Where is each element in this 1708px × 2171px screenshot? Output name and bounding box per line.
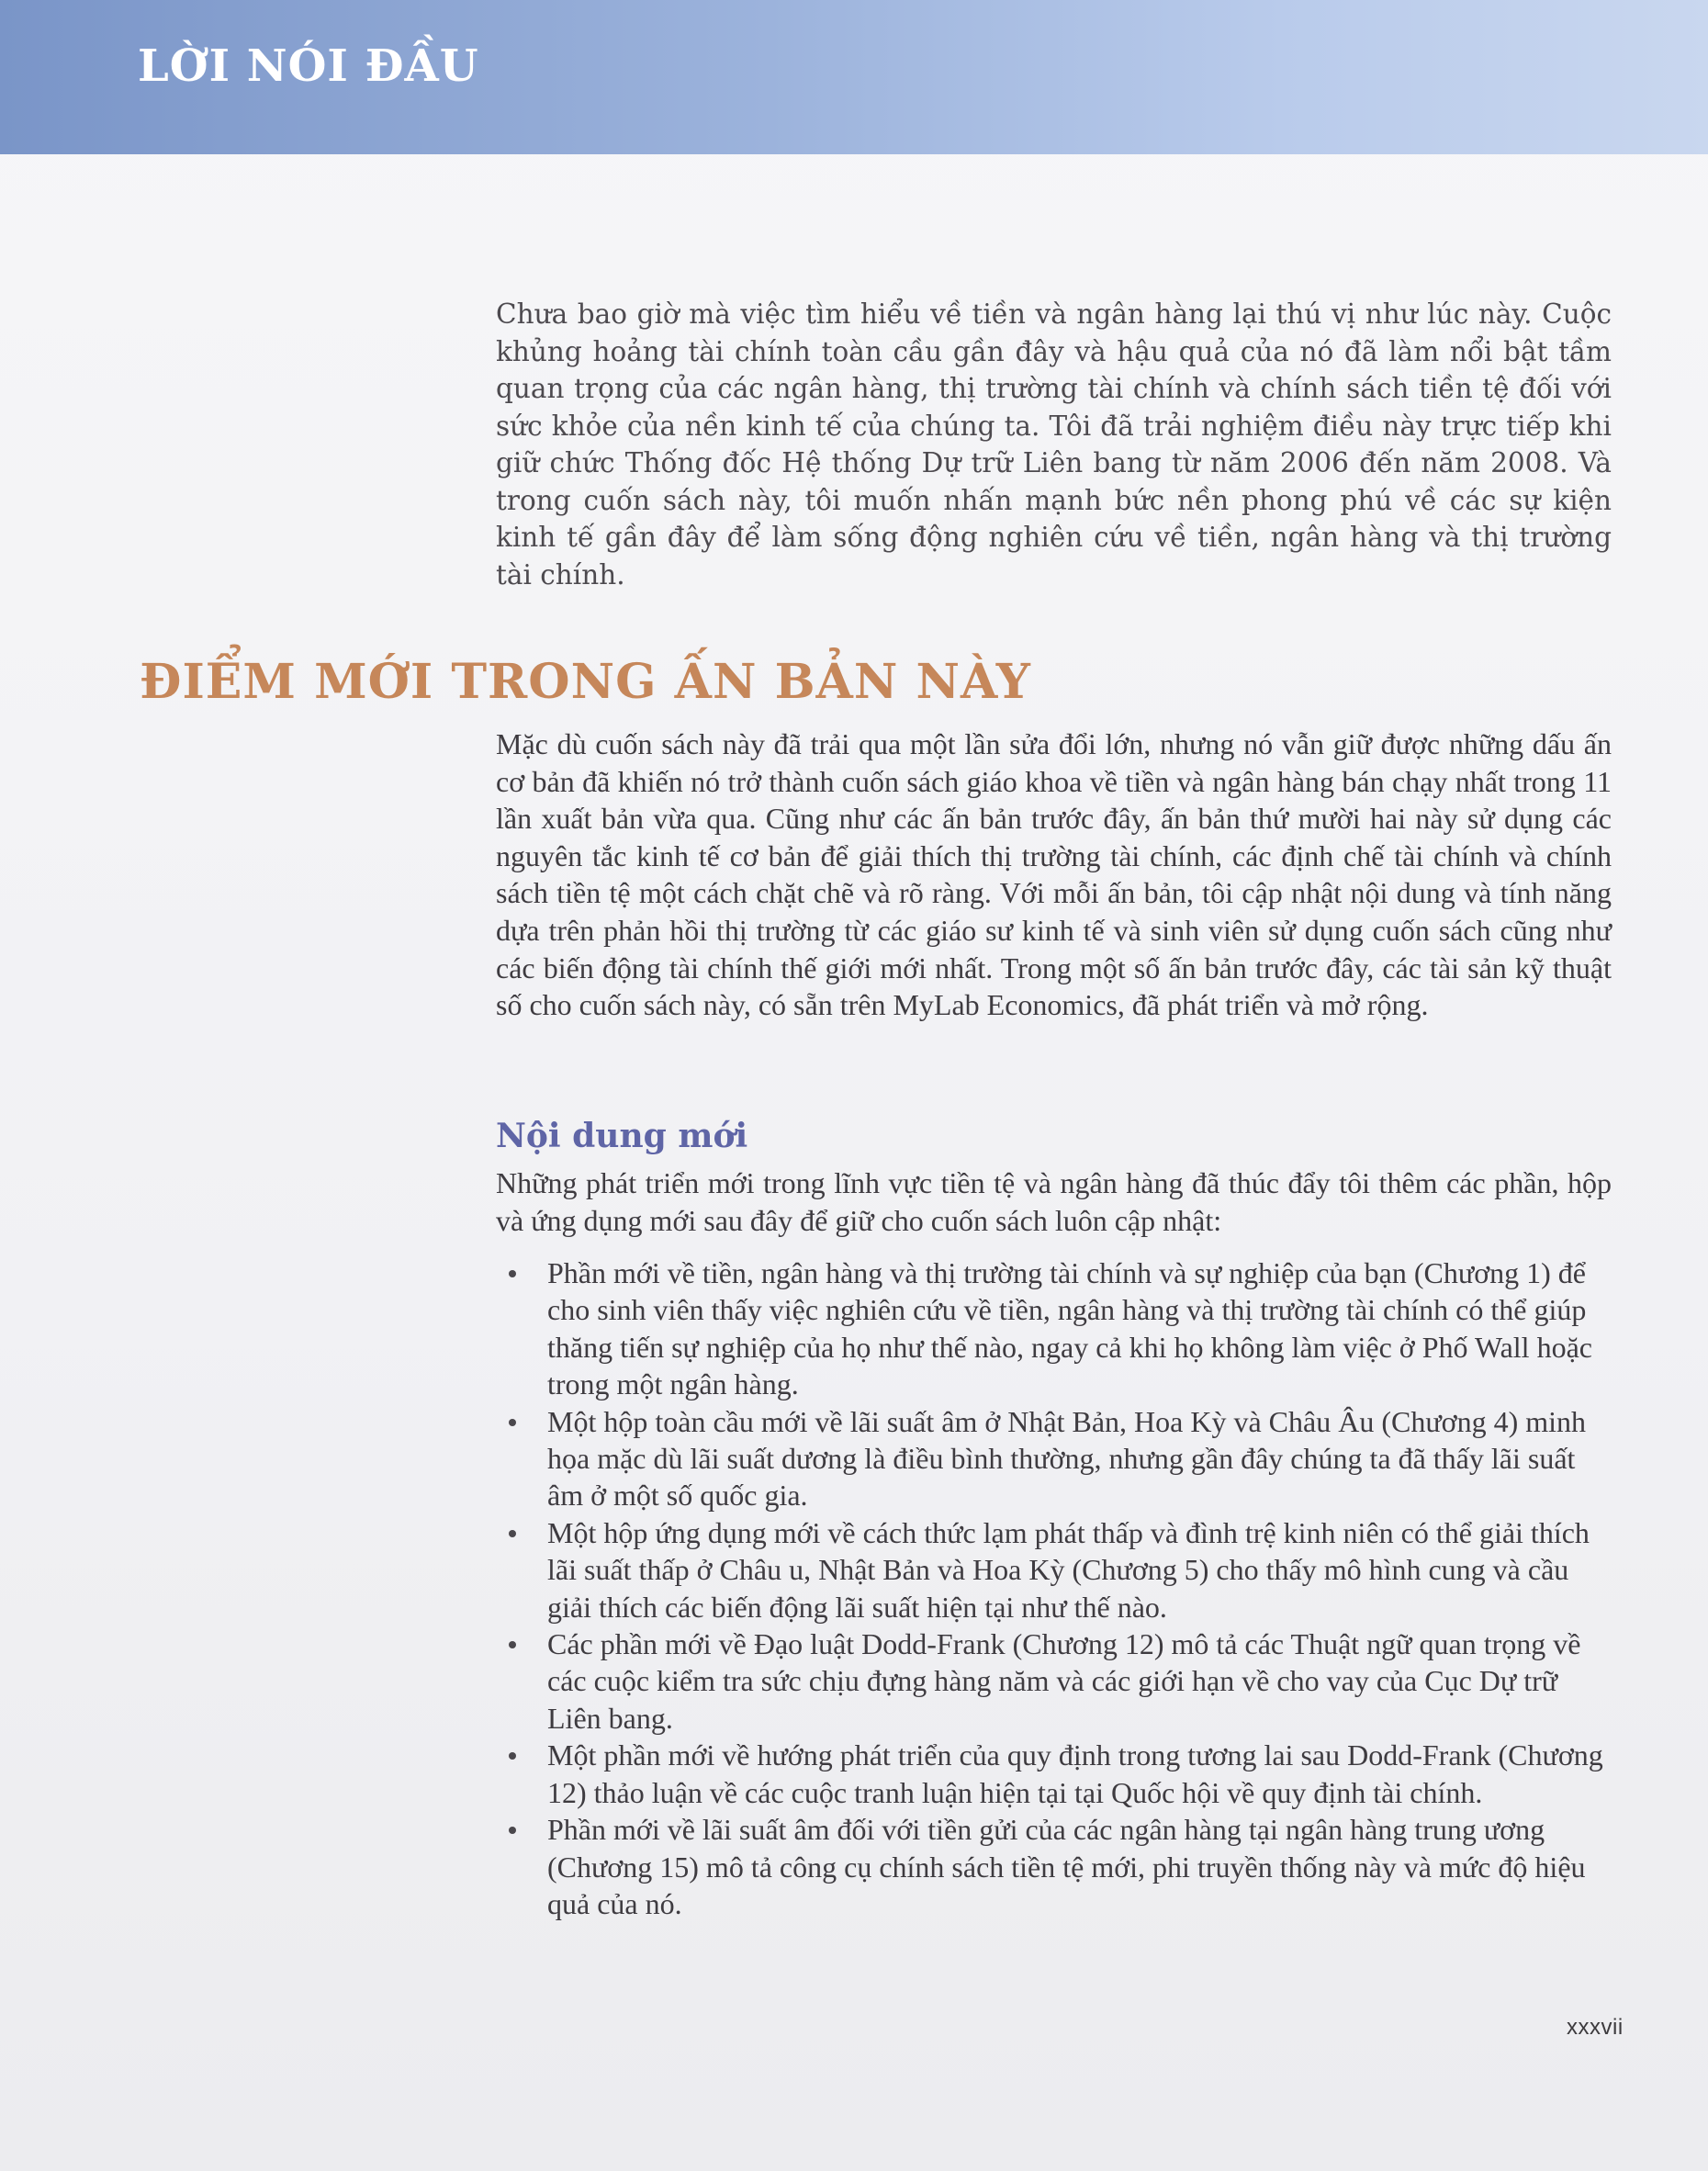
subsection-paragraph: Những phát triển mới trong lĩnh vực tiền tệ và ngân hàng đã thúc đẩy tôi thêm các phần, hộp và ứng dụng mới sau đây để giữ cho cuốn sách luôn cập nhật: (496, 1166, 1612, 1237)
bullet-icon (509, 1270, 516, 1277)
list-item (496, 1403, 1612, 1514)
list-item-text: Các phần mới về Đạo luật Dodd-Frank (Chương 12) mô tả các Thuật ngữ quan trọng về các cuộc kiểm tra sức chịu đựng hàng năm và các giới hạn về cho vay của Cục Dự trữ Liên bang. (547, 1627, 1581, 1735)
page-title: LỜI NÓI ĐẦU (138, 40, 479, 92)
bullet-icon (509, 1752, 516, 1760)
bullet-list (496, 1254, 1612, 1922)
list-item-text: Một hộp ứng dụng mới về cách thức lạm phát thấp và đình trệ kinh niên có thể giải thích lãi suất thấp ở Châu u, Nhật Bản và Hoa Kỳ (Chương 5) cho thấy mô hình cung và cầu giải thích các biến động lãi suất hiện tại như thế nào. (547, 1515, 1590, 1624)
subsection-heading: Nội dung mới (496, 1117, 748, 1155)
bullet-icon (509, 1419, 516, 1426)
bullet-icon (509, 1530, 516, 1537)
header-band (0, 0, 1708, 154)
list-item-text: Một hộp toàn cầu mới về lãi suất âm ở Nhật Bản, Hoa Kỳ và Châu Âu (Chương 4) minh họa mặc dù lãi suất dương là điều bình thường, nhưng gần đây chúng ta đã thấy lãi suất âm ở một số quốc gia. (547, 1404, 1587, 1513)
section-heading: ĐIỂM MỚI TRONG ẤN BẢN NÀY (140, 654, 1031, 710)
bullet-icon (509, 1641, 516, 1648)
intro-paragraph: Chưa bao giờ mà việc tìm hiểu về tiền và ngân hàng lại thú vị như lúc này. Cuộc khủng hoảng tài chính toàn cầu gần đây và hậu quả của nó đã làm nổi bật tầm quan trọng của các ngân hàng, thị trường tài chính và chính sách tiền tệ đối với sức khỏe của nền kinh tế của chúng ta. Tôi đã trải nghiệm điều này trực tiếp khi giữ chức Thống đốc Hệ thống Dự trữ Liên bang từ năm 2006 đến năm 2008. Và trong cuốn sách này, tôi muốn nhấn mạnh bức nền phong phú về các sự kiện kinh tế gần đây để làm sống động nghiên cứu về tiền, ngân hàng và thị trường tài chính. (496, 298, 1612, 591)
section-paragraph: Mặc dù cuốn sách này đã trải qua một lần sửa đổi lớn, nhưng nó vẫn giữ được những dấu ấn cơ bản đã khiến nó trở thành cuốn sách giáo khoa về tiền và ngân hàng bán chạy nhất trong 11 lần xuất bản vừa qua. Cũng như các ấn bản trước đây, ấn bản thứ mười hai này sử dụng các nguyên tắc kinh tế cơ bản để giải thích thị trường tài chính, các định chế tài chính và chính sách tiền tệ một cách chặt chẽ và rõ ràng. Với mỗi ấn bản, tôi cập nhật nội dung và tính năng dựa trên phản hồi thị trường từ các giáo sư kinh tế và sinh viên sử dụng cuốn sách cũng như các biến động tài chính thế giới mới nhất. Trong một số ấn bản trước đây, các tài sản kỹ thuật số cho cuốn sách này, có sẵn trên MyLab Economics, đã phát triển và mở rộng. (496, 727, 1612, 1022)
list-item (496, 1737, 1612, 1811)
list-item (496, 1811, 1612, 1922)
page-number: xxxvii (1567, 2015, 1624, 2040)
list-item-text: Một phần mới về hướng phát triển của quy định trong tương lai sau Dodd-Frank (Chương 12) thảo luận về các cuộc tranh luận hiện tại tại Quốc hội về quy định tài chính. (547, 1738, 1603, 1809)
list-item (496, 1514, 1612, 1625)
bullet-icon (509, 1827, 516, 1834)
list-item-text: Phần mới về tiền, ngân hàng và thị trường tài chính và sự nghiệp của bạn (Chương 1) để cho sinh viên thấy việc nghiên cứu về tiền, ngân hàng và thị trường tài chính có thể giúp thăng tiến sự nghiệp của họ như thế nào, ngay cả khi họ không làm việc ở Phố Wall hoặc trong một ngân hàng. (547, 1256, 1592, 1401)
list-item-text: Phần mới về lãi suất âm đối với tiền gửi của các ngân hàng tại ngân hàng trung ương (Chương 15) mô tả công cụ chính sách tiền tệ mới, phi truyền thống này và mức độ hiệu quả của nó. (547, 1813, 1586, 1920)
list-item (496, 1254, 1612, 1403)
list-item (496, 1625, 1612, 1737)
